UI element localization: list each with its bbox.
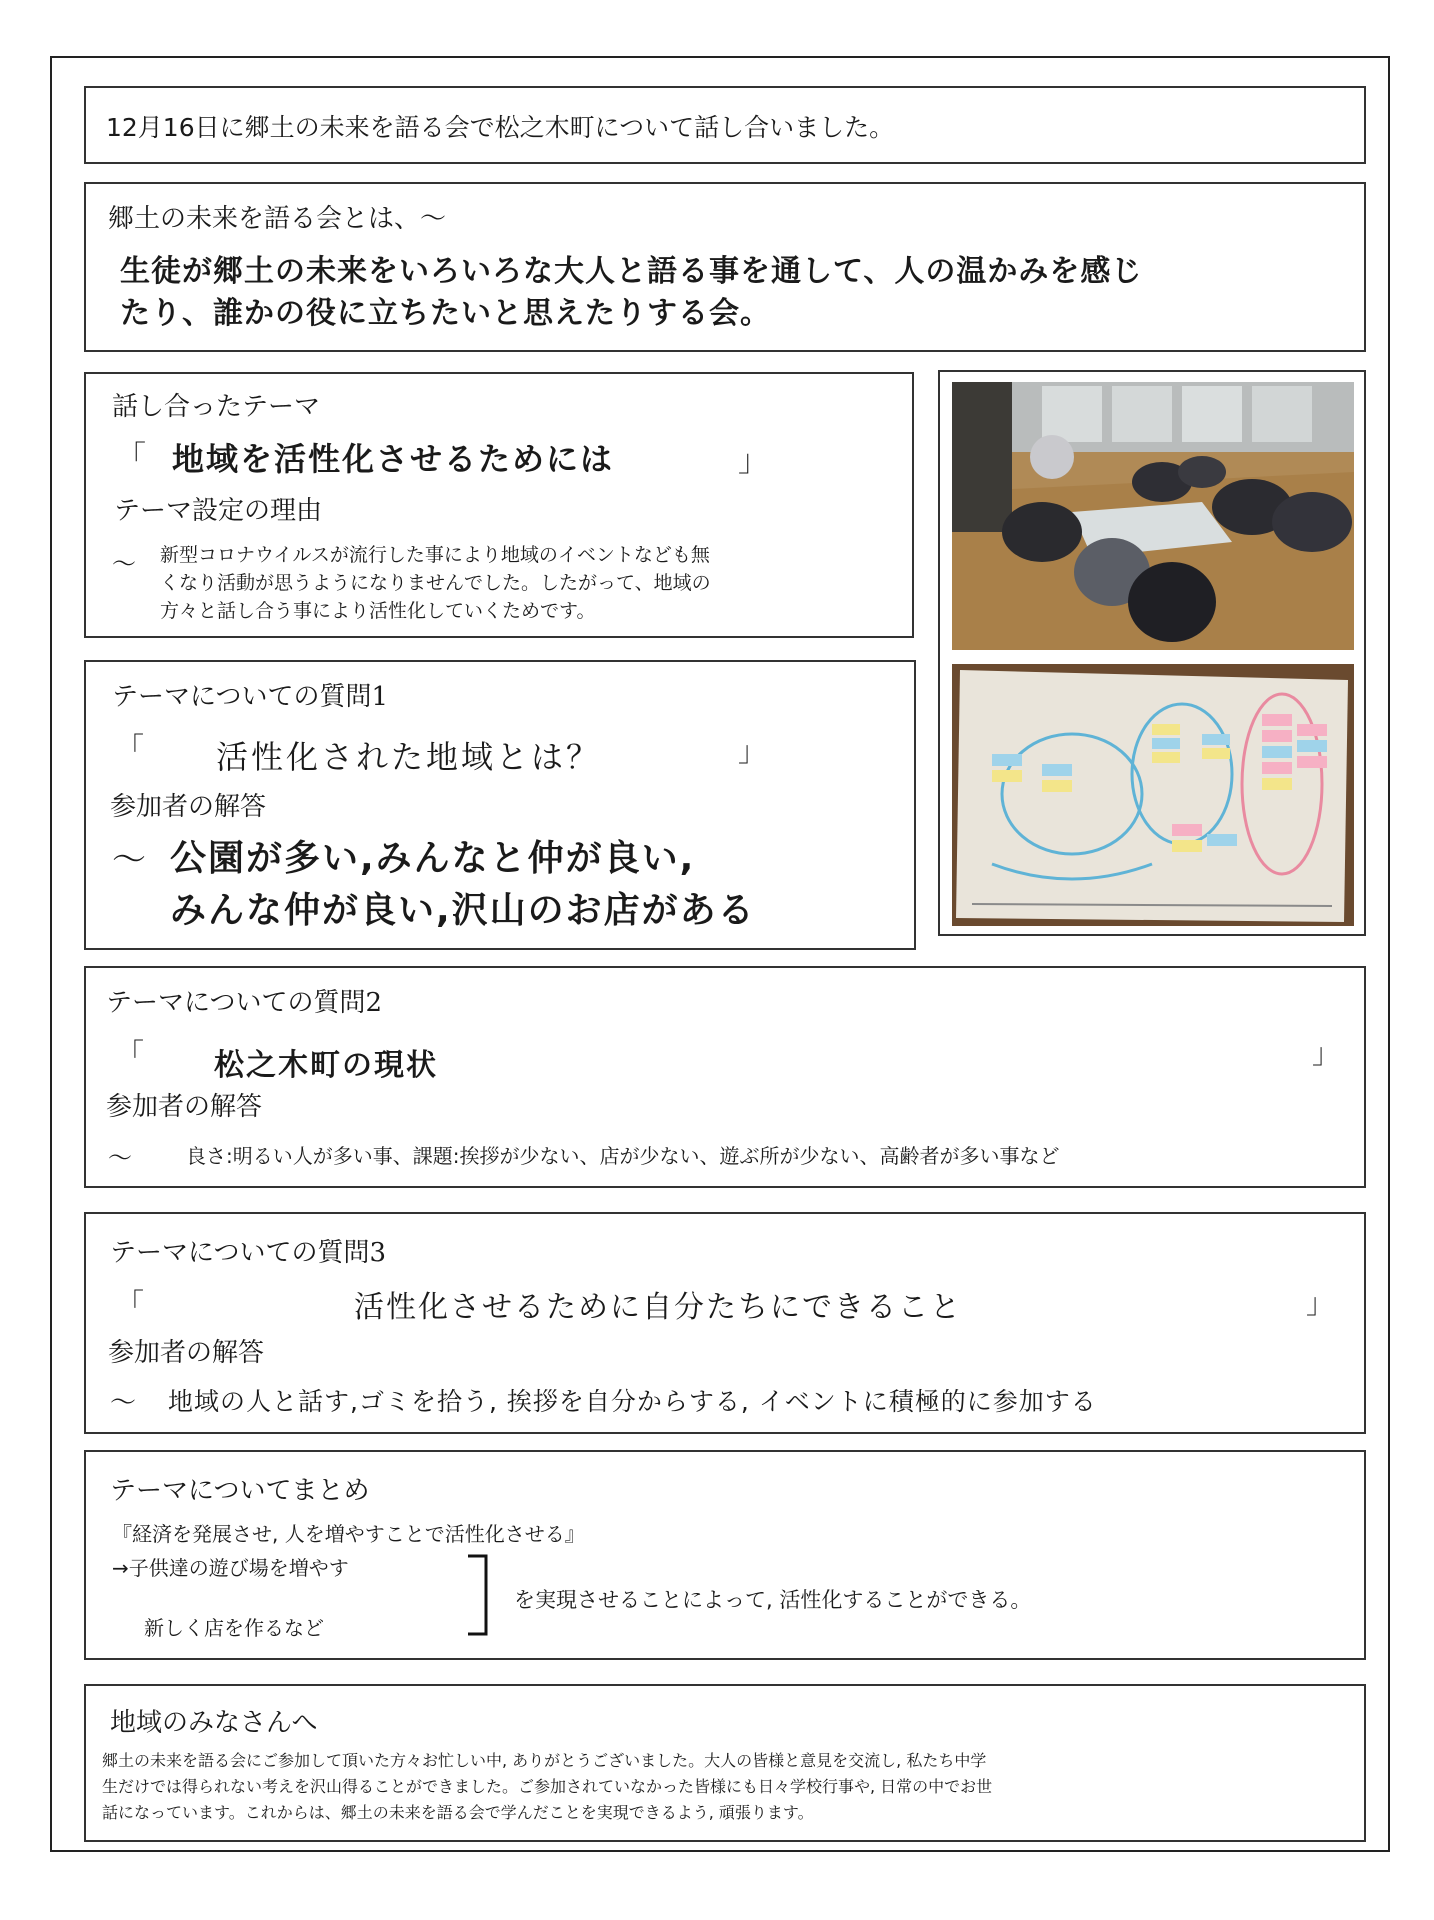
question-3-label: テーマについての質問3 (110, 1238, 387, 1268)
question-3-text: 活性化させるために自分たちにできること (354, 1290, 962, 1325)
message-line-3: 話になっています。これからは、郷土の未来を語る会で学んだことを実現できるよう, 頑張ります。 (102, 1803, 814, 1822)
header-box (84, 86, 1366, 164)
question-2-box (84, 966, 1366, 1188)
theme-reason-label: テーマ設定の理由 (114, 496, 323, 526)
question-1-answer-label: 参加者の解答 (110, 792, 267, 822)
intro-line-2: たり、誰かの役に立ちたいと思えたりする会。 (120, 296, 771, 331)
summary-conclusion: を実現させることによって, 活性化することができる。 (514, 1588, 1032, 1612)
summary-bracket (466, 1554, 490, 1638)
theme-value: 地域を活性化させるためには (172, 440, 615, 478)
summary-box (84, 1450, 1366, 1660)
question-1-text: 活性化された地域とは？ (216, 738, 602, 776)
message-box (84, 1684, 1366, 1842)
question-3-answer: 地域の人と話す,ゴミを拾う, 挨拶を自分からする, イベントに積極的に参加する (168, 1387, 1097, 1416)
message-label: 地域のみなさんへ (110, 1708, 318, 1738)
question-3-open-bracket: 「 (116, 1287, 145, 1320)
theme-reason-line-3: 方々と話し合う事により活性化していくためです。 (160, 600, 596, 622)
question-2-open-bracket: 「 (116, 1037, 145, 1070)
summary-main: 『経済を発展させ, 人を増やすことで活性化させる』 (112, 1522, 585, 1546)
question-2-close-bracket: 」 (1312, 1037, 1341, 1070)
theme-open-bracket: 「 (116, 440, 146, 475)
theme-reason-line-1: 新型コロナウイルスが流行した事により地域のイベントなども無 (160, 544, 710, 566)
question-1-open-bracket: 「 (116, 731, 145, 764)
theme-label: 話し合ったテーマ (112, 392, 321, 422)
question-2-text: 松之木町の現状 (214, 1048, 438, 1083)
message-line-2: 生だけでは得られない考えを沢山得ることができました。ご参加されていなかった皆様にも日々学校行事や, 日常の中でお世 (102, 1777, 993, 1796)
summary-label: テーマについてまとめ (110, 1476, 370, 1506)
intro-title: 郷土の未来を語る会とは、～ (108, 204, 447, 234)
question-1-label: テーマについての質問1 (112, 682, 389, 712)
question-1-answer-line-1: 公園が多い,みんなと仲が良い, (170, 838, 696, 879)
theme-close-bracket: 」 (738, 444, 768, 479)
header-text: 12月16日に郷土の未来を語る会で松之木町について話し合いました。 (106, 113, 895, 142)
summary-item-1: →子供達の遊び場を増やす (112, 1556, 349, 1580)
photo-frame (938, 370, 1366, 936)
mindmap-photo (952, 664, 1354, 926)
question-2-tilde: ～ (108, 1144, 132, 1172)
theme-reason-tilde: ～ (112, 550, 136, 578)
question-3-box (84, 1212, 1366, 1434)
intro-line-1: 生徒が郷土の未来をいろいろな大人と語る事を通して、人の温かみを感じ (120, 254, 1143, 289)
question-2-answer-label: 参加者の解答 (106, 1092, 263, 1122)
theme-reason-line-2: くなり活動が思うようになりませんでした。したがって、地域の (160, 572, 711, 594)
classroom-photo (952, 382, 1354, 650)
question-3-tilde: ～ (110, 1388, 137, 1418)
question-1-close-bracket: 」 (738, 735, 767, 768)
message-line-1: 郷土の未来を語る会にご参加して頂いた方々お忙しい中, ありがとうございました。大人の皆様と意見を交流し, 私たち中学 (102, 1751, 987, 1770)
summary-item-2: 新しく店を作るなど (144, 1616, 324, 1640)
intro-box (84, 182, 1366, 352)
question-1-tilde: ～ (112, 840, 146, 880)
question-1-answer-line-2: みんな仲が良い,沢山のお店がある (170, 890, 756, 931)
question-1-box (84, 660, 916, 950)
question-3-close-bracket: 」 (1306, 1287, 1335, 1320)
question-2-answer: 良さ:明るい人が多い事、課題:挨拶が少ない、店が少ない、遊ぶ所が少ない、高齢者が多い事など (186, 1144, 1060, 1168)
question-3-answer-label: 参加者の解答 (108, 1338, 265, 1368)
question-2-label: テーマについての質問2 (106, 988, 383, 1018)
theme-box (84, 372, 914, 638)
